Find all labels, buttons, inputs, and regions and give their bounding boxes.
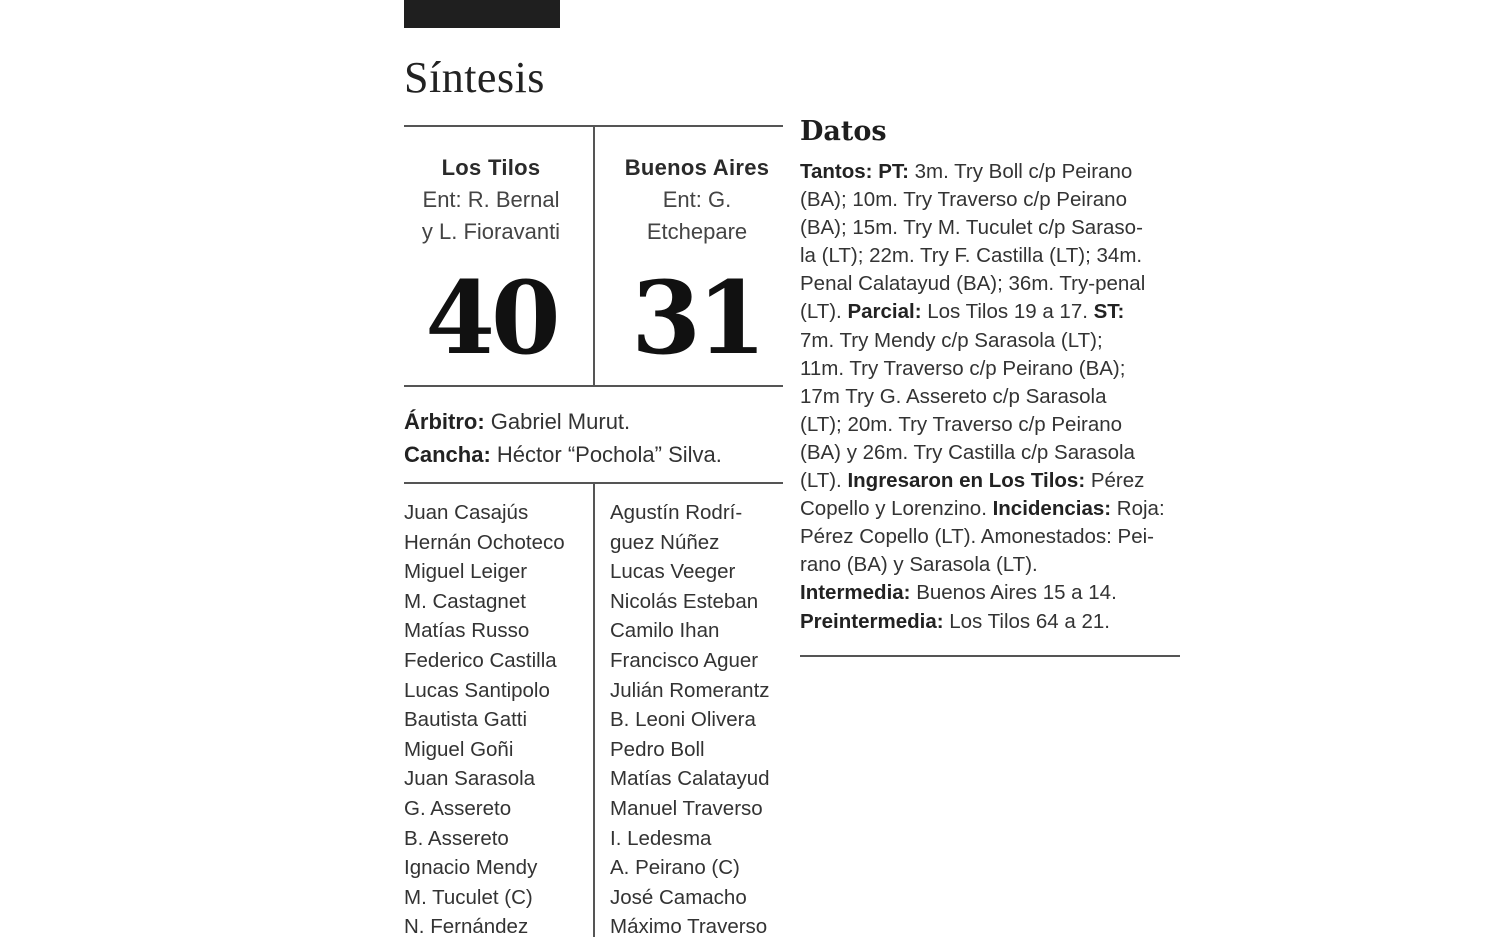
player-name: Lucas Veeger [610, 560, 736, 584]
home-coach: Ent: R. Bernal [422, 187, 560, 212]
player-name: B. Leoni Olivera [610, 708, 756, 732]
datos-text: (LT). [800, 469, 848, 493]
datos-text: 17m Try G. Assereto c/p Sarasola [800, 384, 1107, 408]
player-name: Ignacio Mendy [404, 856, 538, 880]
referee-line [404, 405, 630, 438]
player-name: Juan Casajús [404, 501, 529, 524]
datos-line [800, 270, 1182, 298]
datos-label: Preintermedia: [800, 609, 944, 633]
home-roster [404, 498, 565, 942]
away-team-block [606, 152, 788, 248]
datos-text: 3m. Try Boll c/p Peirano [908, 160, 1133, 183]
datos-label: Ingresaron en Los Tilos: [847, 469, 1086, 493]
datos-body [800, 158, 1182, 636]
datos-text: rano (BA) y Sarasola (LT). [800, 553, 1038, 577]
datos-heading: Datos [800, 116, 887, 147]
datos-text: Roja: [1111, 497, 1165, 521]
player-name: Agustín Rodrí- [610, 501, 743, 524]
player-name: N. Fernández [404, 915, 529, 939]
home-team-name: Los Tilos [441, 155, 541, 180]
away-score: 31 [631, 259, 763, 377]
datos-label: Tantos: PT: [800, 160, 909, 183]
player-name: José Camacho [610, 885, 747, 909]
datos-line [800, 242, 1182, 270]
datos-line [800, 495, 1182, 523]
player-name: Máximo Traverso [610, 915, 768, 939]
player-name: M. Castagnet [404, 589, 526, 613]
datos-text: Copello y Lorenzino. [800, 497, 993, 521]
datos-line [800, 411, 1182, 439]
divider [593, 125, 595, 387]
player-name: I. Ledesma [610, 826, 712, 850]
player-name: Hernán Ochoteco [404, 530, 565, 554]
home-team-block [404, 152, 578, 248]
player-name: Pedro Boll [610, 737, 705, 761]
page-title: Síntesis [404, 53, 545, 102]
field-line [404, 438, 722, 471]
field-name: Héctor “Pochola” Silva. [490, 442, 722, 467]
datos-line [800, 523, 1182, 551]
datos-text: (BA) y 26m. Try Castilla c/p Sarasola [800, 440, 1135, 464]
player-name: Federico Castilla [404, 648, 557, 672]
datos-line [800, 327, 1182, 355]
divider [404, 385, 783, 387]
datos-line [800, 383, 1182, 411]
datos-label: Incidencias: [992, 497, 1112, 521]
player-name: Camilo Ihan [610, 619, 720, 643]
player-name: Miguel Goñi [404, 737, 514, 761]
player-name: Julián Romerantz [610, 678, 770, 702]
datos-text: (BA); 10m. Try Traverso c/p Peirano [800, 188, 1127, 212]
player-name: A. Peirano (C) [610, 856, 740, 880]
player-name: guez Núñez [610, 530, 720, 554]
away-coach: Ent: G. [662, 187, 732, 212]
datos-text: Penal Calatayud (BA); 36m. Try-penal [800, 272, 1146, 296]
header-bar [404, 0, 560, 28]
referee-name: Gabriel Murut. [484, 409, 631, 434]
datos-line [800, 298, 1182, 326]
home-score: 40 [425, 259, 557, 377]
datos-line [800, 579, 1182, 607]
datos-label: Parcial: [847, 300, 922, 324]
referee-label: Árbitro: [404, 409, 485, 434]
datos-text: Los Tilos 19 a 17. [921, 300, 1094, 324]
datos-line [800, 186, 1182, 214]
player-name: Manuel Traverso [610, 796, 763, 820]
datos-text: (LT); 20m. Try Traverso c/p Peirano [800, 412, 1123, 436]
player-name: G. Assereto [404, 796, 512, 820]
away-coach: Etchepare [646, 219, 748, 244]
datos-text: Pérez Copello (LT). Amonestados: Pei- [800, 525, 1154, 549]
home-coach: y L. Fioravanti [421, 219, 561, 244]
datos-text: 11m. Try Traverso c/p Peirano (BA); [800, 356, 1126, 380]
datos-text: (LT). [800, 300, 848, 324]
player-name: Bautista Gatti [404, 708, 528, 732]
player-name: Nicolás Esteban [610, 589, 759, 613]
datos-line [800, 214, 1182, 242]
divider [593, 482, 595, 937]
datos-text: Pérez [1085, 469, 1145, 493]
datos-label: ST: [1093, 300, 1125, 324]
player-name: Miguel Leiger [404, 560, 528, 584]
divider [800, 655, 1180, 657]
player-name: B. Assereto [404, 826, 509, 850]
datos-line [800, 467, 1182, 495]
away-team-name: Buenos Aires [624, 155, 770, 180]
field-label: Cancha: [404, 442, 491, 467]
datos-label: Intermedia: [800, 581, 911, 605]
datos-line [800, 551, 1182, 579]
datos-line [800, 608, 1182, 636]
datos-line [800, 355, 1182, 383]
datos-text: la (LT); 22m. Try F. Castilla (LT); 34m. [800, 244, 1143, 268]
datos-text: 7m. Try Mendy c/p Sarasola (LT); [800, 328, 1103, 352]
player-name: M. Tuculet (C) [404, 885, 533, 909]
datos-text: Buenos Aires 15 a 14. [910, 581, 1117, 605]
player-name: Matías Calatayud [610, 767, 770, 791]
datos-text: (BA); 15m. Try M. Tuculet c/p Saraso- [800, 216, 1143, 240]
player-name: Francisco Aguer [610, 648, 759, 672]
player-name: Lucas Santipolo [404, 678, 550, 702]
datos-line [800, 439, 1182, 467]
datos-line [800, 158, 1182, 186]
away-roster [610, 498, 770, 942]
player-name: Juan Sarasola [404, 767, 536, 791]
datos-text: Los Tilos 64 a 21. [943, 609, 1110, 633]
player-name: Matías Russo [404, 619, 530, 643]
